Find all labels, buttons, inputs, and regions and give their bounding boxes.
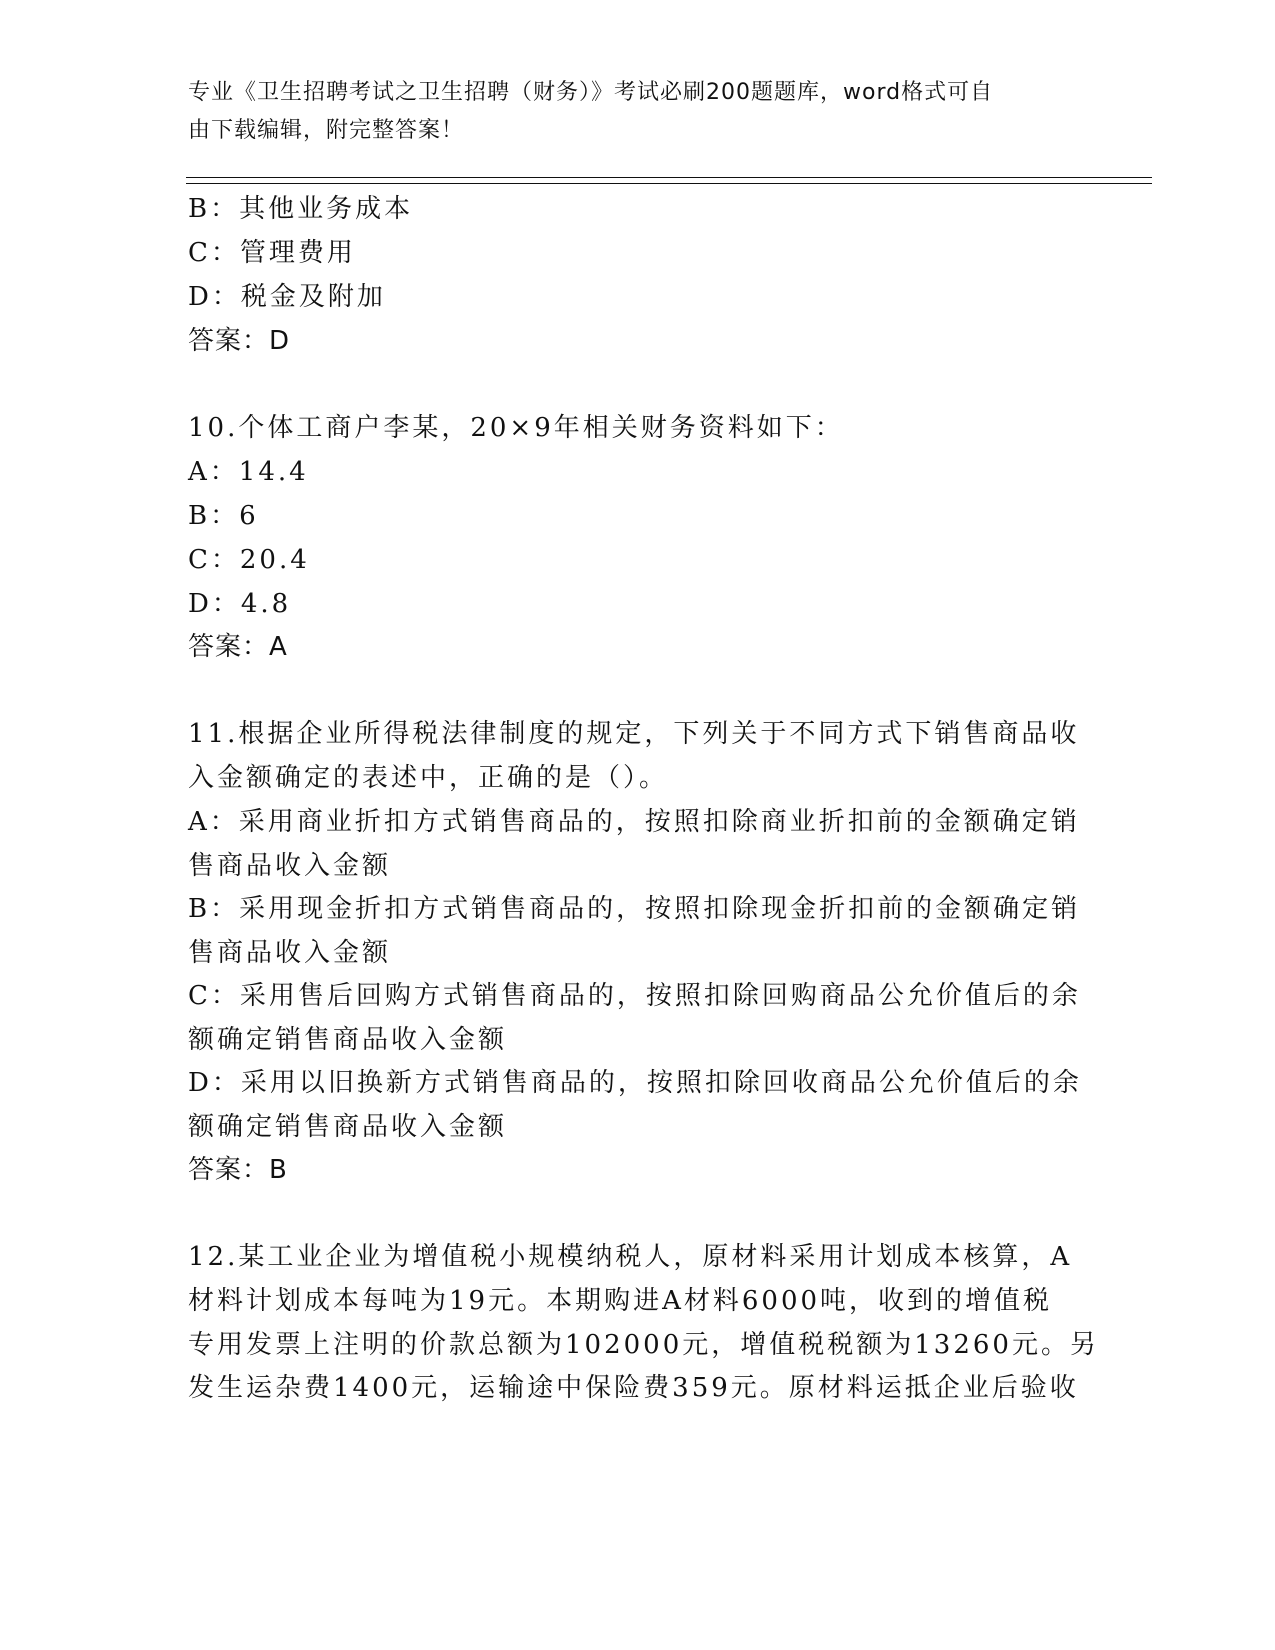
header-title-line-2: 由下载编辑，附完整答案！	[188, 118, 465, 143]
q10-option-a: A：14.4	[188, 457, 309, 487]
q11-stem-line-1: 11.根据企业所得税法律制度的规定，下列关于不同方式下销售商品收	[188, 719, 1080, 749]
q11-option-c-line-2: 额确定销售商品收入金额	[188, 1025, 508, 1055]
q11-option-c-line-1: C：采用售后回购方式销售商品的，按照扣除回购商品公允价值后的余	[188, 981, 1081, 1011]
header-title-line-1: 专业《卫生招聘考试之卫生招聘（财务）》考试必刷200题题库，word格式可自	[188, 80, 994, 105]
q9-option-d: D：税金及附加	[188, 282, 386, 312]
q9-option-b: B：其他业务成本	[188, 194, 414, 224]
q11-option-a-line-1: A：采用商业折扣方式销售商品的，按照扣除商业折扣前的金额确定销	[188, 807, 1080, 837]
q11-option-d-line-1: D：采用以旧换新方式销售商品的，按照扣除回收商品公允价值后的余	[188, 1068, 1082, 1098]
q10-answer: 答案：A	[188, 632, 288, 662]
q11-stem-line-2: 入金额确定的表述中，正确的是（）。	[188, 763, 669, 793]
q11-answer: 答案：B	[188, 1155, 288, 1185]
header-divider-bottom	[186, 183, 1152, 184]
q11-option-d-line-2: 额确定销售商品收入金额	[188, 1112, 508, 1142]
q12-stem-line-2: 材料计划成本每吨为19元。本期购进A材料6000吨，收到的增值税	[188, 1286, 1053, 1316]
q11-option-b-line-1: B：采用现金折扣方式销售商品的，按照扣除现金折扣前的金额确定销	[188, 894, 1081, 924]
header-divider-top	[186, 177, 1152, 178]
q11-option-b-line-2: 售商品收入金额	[188, 938, 392, 968]
q9-option-c: C：管理费用	[188, 238, 356, 268]
q12-stem-line-4: 发生运杂费1400元，运输途中保险费359元。原材料运抵企业后验收	[188, 1373, 1079, 1403]
q10-option-b: B：6	[188, 501, 259, 531]
q9-answer: 答案：D	[188, 326, 291, 356]
q12-stem-line-1: 12.某工业企业为增值税小规模纳税人，原材料采用计划成本核算，A	[188, 1242, 1073, 1272]
q10-option-d: D：4.8	[188, 589, 292, 619]
q10-option-c: C：20.4	[188, 545, 310, 575]
q12-stem-line-3: 专用发票上注明的价款总额为102000元，增值税税额为13260元。另	[188, 1330, 1099, 1360]
q10-stem: 10.个体工商户李某，20×9年相关财务资料如下：	[188, 413, 844, 443]
q11-option-a-line-2: 售商品收入金额	[188, 851, 392, 881]
header-title	[188, 74, 1068, 150]
